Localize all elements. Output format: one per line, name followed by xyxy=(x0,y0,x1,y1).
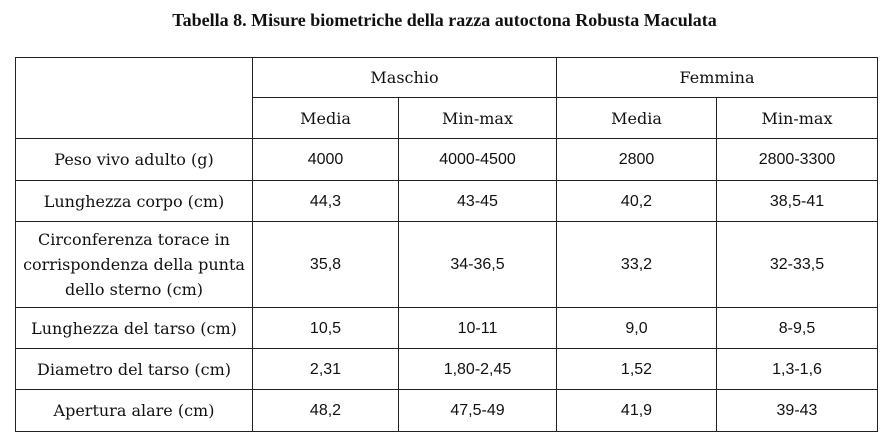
male-range-cell: 34-36,5 xyxy=(399,222,557,308)
header-female: Femmina xyxy=(557,58,878,98)
female-range-cell: 2800-3300 xyxy=(717,139,878,181)
row-label: Circonferenza torace in corrispondenza della punta dello sterno (cm) xyxy=(16,222,253,308)
table-title: Tabella 8. Misure biometriche della razza autoctona Robusta Maculata xyxy=(172,10,717,30)
male-range-cell: 43-45 xyxy=(399,181,557,222)
male-range-cell: 4000-4500 xyxy=(399,139,557,181)
table-row xyxy=(16,139,878,181)
male-mean-cell: 44,3 xyxy=(253,181,399,222)
row-label: Apertura alare (cm) xyxy=(16,390,253,432)
female-mean-cell: 1,52 xyxy=(557,349,717,390)
female-mean-cell: 40,2 xyxy=(557,181,717,222)
row-label: Peso vivo adulto (g) xyxy=(16,139,253,181)
header-female-mean: Media xyxy=(557,98,717,139)
male-range-cell: 1,80-2,45 xyxy=(399,349,557,390)
male-range-cell: 47,5-49 xyxy=(399,390,557,432)
male-mean-cell: 4000 xyxy=(253,139,399,181)
table-row xyxy=(16,390,878,432)
female-mean-cell: 41,9 xyxy=(557,390,717,432)
female-range-cell: 39-43 xyxy=(717,390,878,432)
row-label: Lunghezza corpo (cm) xyxy=(16,181,253,222)
header-male: Maschio xyxy=(253,58,557,98)
header-row-sex xyxy=(16,58,878,98)
female-range-cell: 38,5-41 xyxy=(717,181,878,222)
female-mean-cell: 2800 xyxy=(557,139,717,181)
male-mean-cell: 35,8 xyxy=(253,222,399,308)
biometric-table xyxy=(15,57,878,432)
table-row xyxy=(16,308,878,349)
male-range-cell: 10-11 xyxy=(399,308,557,349)
table-row xyxy=(16,222,878,308)
row-label: Lunghezza del tarso (cm) xyxy=(16,308,253,349)
female-mean-cell: 9,0 xyxy=(557,308,717,349)
female-range-cell: 1,3-1,6 xyxy=(717,349,878,390)
female-range-cell: 32-33,5 xyxy=(717,222,878,308)
header-male-range: Min-max xyxy=(399,98,557,139)
male-mean-cell: 10,5 xyxy=(253,308,399,349)
row-label: Diametro del tarso (cm) xyxy=(16,349,253,390)
female-mean-cell: 33,2 xyxy=(557,222,717,308)
male-mean-cell: 48,2 xyxy=(253,390,399,432)
male-mean-cell: 2,31 xyxy=(253,349,399,390)
table-row xyxy=(16,349,878,390)
header-empty-cell xyxy=(16,58,253,139)
female-range-cell: 8-9,5 xyxy=(717,308,878,349)
header-female-range: Min-max xyxy=(717,98,878,139)
table-row xyxy=(16,181,878,222)
header-male-mean: Media xyxy=(253,98,399,139)
